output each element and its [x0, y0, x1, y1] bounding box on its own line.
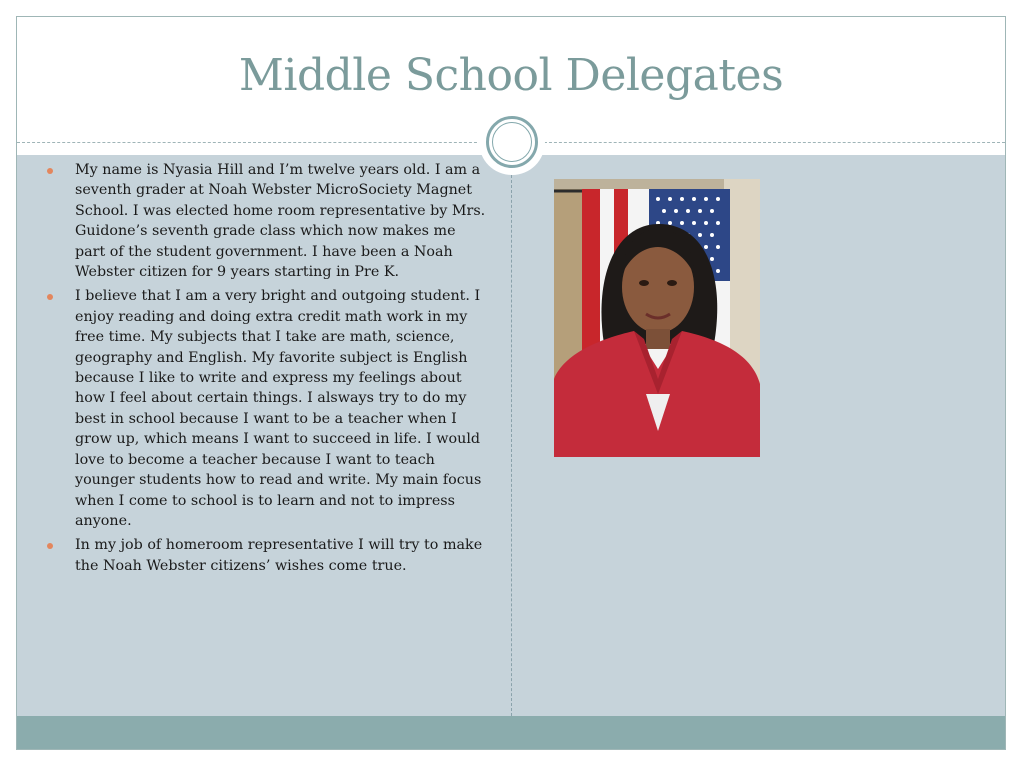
slide-title: Middle School Delegates [238, 50, 784, 101]
bullet-text: My name is Nyasia Hill and I’m twelve years old. I am a seventh grader at Noah Webster MicroSociety Magnet School. I was elected home room representative by Mrs. Guidone’s seventh grade class which now makes me part of the student government. I have been a Noah Webster citizen for 9 years starting in Pre K. [75, 162, 486, 281]
student-photo-illustration [554, 179, 760, 457]
bullet-dot-icon [47, 543, 53, 549]
title-divider-left [17, 142, 487, 143]
bullet-text: I believe that I am a very bright and outgoing student. I enjoy reading and doing extra credit math work in my free time. My subjects that I take are math, science, geography and English. My favorite subject is English because I like to write and express my feelings about how I feel about certain things. I alsways try to do my best in school because I want to be a teacher when I grow up, which means I want to succeed in life. I would love to become a teacher because I want to teach younger students how to read and write. My main focus when I come to school is to learn and not to impress anyone. [75, 288, 482, 529]
bullet-item [45, 160, 490, 282]
bullet-list [45, 160, 490, 580]
footer-band [17, 716, 1005, 749]
divider-ornament-inner-circle [492, 122, 532, 162]
column-divider [511, 175, 512, 716]
title-divider-right [539, 142, 1005, 143]
bullet-item [45, 286, 490, 531]
student-photo [554, 179, 760, 457]
bullet-text: In my job of homeroom representative I will try to make the Noah Webster citizens’ wishes come true. [75, 537, 483, 574]
bullet-item [45, 535, 490, 576]
bullet-dot-icon [47, 168, 53, 174]
bullet-dot-icon [47, 294, 53, 300]
